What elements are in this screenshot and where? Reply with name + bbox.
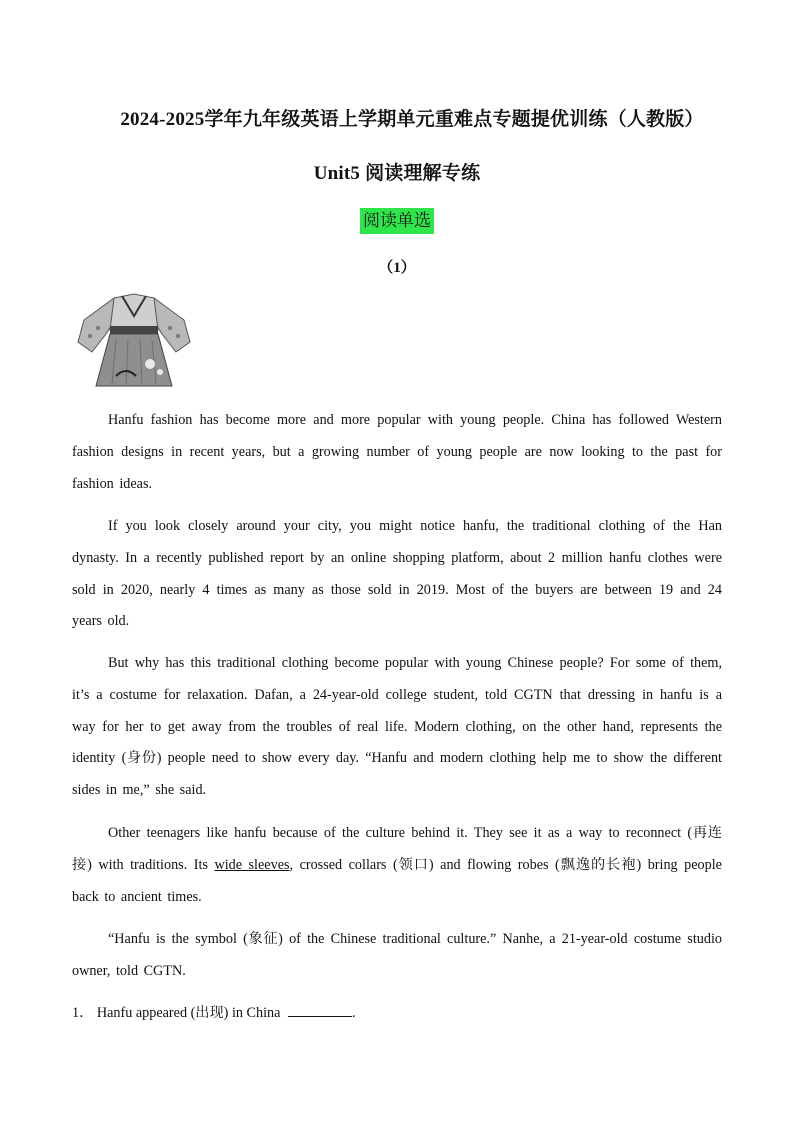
paragraph-1-text: Hanfu fashion has become more and more popular with young people. China has followed Western fashion designs in recent years, but a growing number of young people are now looking to the past for fashion ideas. bbox=[72, 412, 722, 492]
passage-paragraph-3 bbox=[72, 648, 722, 807]
paragraph-4-text-b: , crossed collars (领口) and flowing robes (飘逸的长袍) bring people back to ancient times. bbox=[72, 856, 722, 905]
paragraph-4-text-a: Other teenagers like hanfu because of the culture behind it. They see it as a way to reconnect (再连接) with traditions. Its bbox=[72, 825, 722, 873]
document-title: 2024-2025学年九年级英语上学期单元重难点专题提优训练（人教版） bbox=[120, 109, 704, 130]
underlined-phrase: wide sleeves bbox=[214, 856, 290, 873]
question-end: . bbox=[351, 1005, 356, 1021]
question-text: Hanfu appeared (出现) in China bbox=[96, 1005, 281, 1021]
paragraph-3-text: But why has this traditional clothing become popular with young Chinese people? For some of them, it’s a costume for relaxation. Dafan, a 24-year-old college student, told CGTN that dressing in hanfu is a way for her to get away from the troubles of real life. Modern clothing, on the other hand, represents the identity (身份) people need to show every day. “Hanfu and modern clothing help me to show the different sides in me,” she said. bbox=[72, 655, 722, 799]
passage-paragraph-5 bbox=[72, 924, 722, 988]
question-number: 1． bbox=[72, 1005, 94, 1021]
answer-blank[interactable] bbox=[288, 1002, 352, 1017]
hanfu-dress-illustration-icon bbox=[76, 290, 192, 390]
section-badge: 阅读单选 bbox=[360, 208, 434, 234]
passage-paragraph-4 bbox=[72, 818, 722, 913]
passage-number: （1） bbox=[378, 260, 416, 276]
passage-paragraph-1 bbox=[72, 405, 722, 500]
paragraph-2-text: If you look closely around your city, you might notice hanfu, the traditional clothing of the Han dynasty. In a recently published report by an online shopping platform, about 2 million hanfu clothes were sold in 2020, nearly 4 times as many as those sold in 2019. Most of the buyers are between 19 and 24 years old. bbox=[72, 518, 722, 630]
passage-paragraph-2 bbox=[72, 511, 722, 638]
paragraph-5-text: “Hanfu is the symbol (象征) of the Chinese traditional culture.” Nanhe, a 21-year-old costume studio owner, told CGTN. bbox=[72, 931, 722, 979]
question-1 bbox=[72, 1002, 356, 1022]
unit-title: Unit5 阅读理解专练 bbox=[313, 163, 481, 184]
